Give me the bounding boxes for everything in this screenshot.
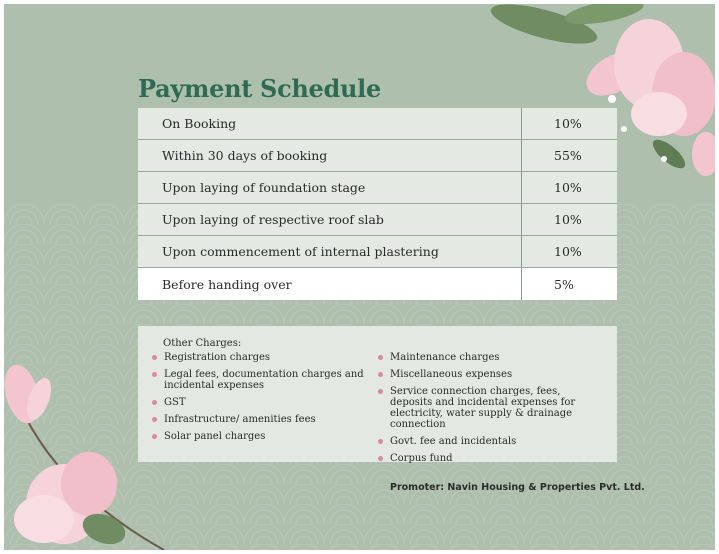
list-item <box>152 369 367 391</box>
table-row <box>138 172 617 204</box>
stage-label: Within 30 days of booking <box>138 140 522 172</box>
bullet-icon <box>152 434 157 439</box>
stage-label: Upon laying of foundation stage <box>138 172 522 204</box>
table-row <box>138 268 617 301</box>
bullet-icon <box>378 355 383 360</box>
charge-label: Corpus fund <box>390 453 453 464</box>
table-row <box>138 108 617 140</box>
list-item <box>378 369 603 380</box>
charge-label: Legal fees, documentation charges and incidental expenses <box>164 369 364 391</box>
brochure-page <box>4 4 715 550</box>
bullet-icon <box>152 372 157 377</box>
charges-list-left <box>152 352 367 448</box>
charges-list-right <box>378 352 603 470</box>
stage-label: Upon commencement of internal plastering <box>138 236 522 268</box>
bullet-icon <box>152 417 157 422</box>
list-item <box>152 397 367 408</box>
stage-label: On Booking <box>138 108 522 140</box>
charge-label: Infrastructure/ amenities fees <box>164 414 316 425</box>
list-item <box>152 414 367 425</box>
payment-schedule-table <box>138 108 617 300</box>
bullet-icon <box>378 456 383 461</box>
charge-label: Govt. fee and incidentals <box>390 436 517 447</box>
other-charges-box <box>138 326 617 462</box>
stage-percent: 10% <box>522 108 618 140</box>
charge-label: GST <box>164 397 186 408</box>
list-item <box>378 436 603 447</box>
stage-label: Upon laying of respective roof slab <box>138 204 522 236</box>
stage-percent: 10% <box>522 204 618 236</box>
list-item <box>152 352 367 363</box>
charge-label: Service connection charges, fees, deposits and incidental expenses for electricity, water supply & drainage connection <box>390 386 576 430</box>
bullet-icon <box>152 400 157 405</box>
stage-percent: 5% <box>522 268 618 301</box>
stage-label: Before handing over <box>138 268 522 301</box>
charge-label: Maintenance charges <box>390 352 500 363</box>
table-row <box>138 236 617 268</box>
stage-percent: 55% <box>522 140 618 172</box>
promoter-text: Promoter: Navin Housing & Properties Pvt. Ltd. <box>390 482 645 493</box>
bullet-icon <box>378 372 383 377</box>
charge-label: Solar panel charges <box>164 431 266 442</box>
list-item <box>378 352 603 363</box>
bullet-icon <box>378 389 383 394</box>
list-item <box>152 431 367 442</box>
bullet-icon <box>152 355 157 360</box>
stage-percent: 10% <box>522 172 618 204</box>
charge-label: Miscellaneous expenses <box>390 369 513 380</box>
bullet-icon <box>378 439 383 444</box>
list-item <box>378 453 603 464</box>
table-row <box>138 140 617 172</box>
stage-percent: 10% <box>522 236 618 268</box>
list-item <box>378 386 603 430</box>
table-row <box>138 204 617 236</box>
page-title: Payment Schedule <box>138 74 381 103</box>
other-charges-title: Other Charges: <box>163 338 242 349</box>
charge-label: Registration charges <box>164 352 271 363</box>
